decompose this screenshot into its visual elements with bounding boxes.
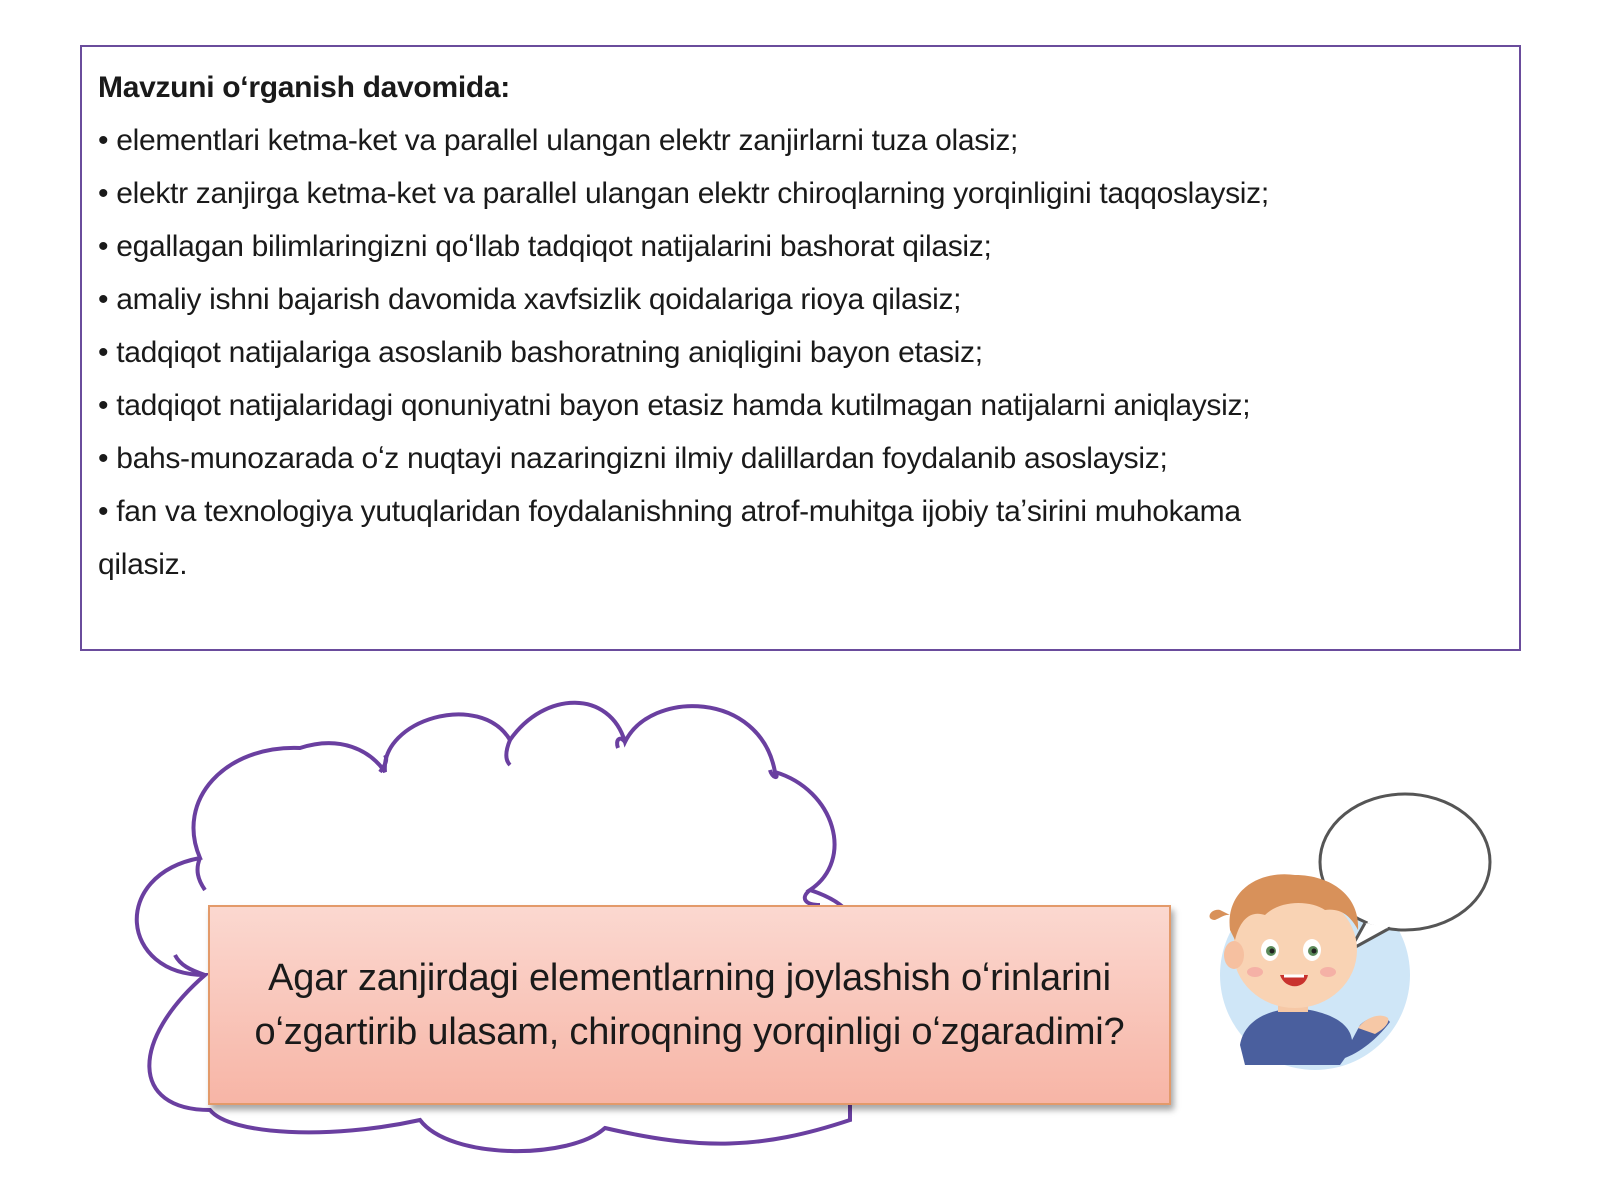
objective-text: bahs-munozarada oʻz nuqtayi nazaringizni ilmiy dalillardan foydalanib asoslaysiz; bbox=[116, 442, 1168, 475]
bullet-icon: • bbox=[98, 124, 109, 157]
question-text: Agar zanjirdagi elementlarning joylashish oʻrinlarini oʻzgartirib ulasam, chiroqning yorqinligi oʻzgaradimi? bbox=[254, 957, 1125, 1053]
bullet-icon: • bbox=[98, 336, 109, 369]
bullet-icon: • bbox=[98, 389, 109, 422]
objective-text: tadqiqot natijalaridagi qonuniyatni bayon etasiz hamda kutilmagan natijalarni aniqlaysiz; bbox=[116, 389, 1251, 422]
bullet-icon: • bbox=[98, 495, 109, 528]
bullet-icon: • bbox=[98, 442, 109, 475]
bullet-icon: • bbox=[98, 283, 109, 316]
objectives-heading: Mavzuni oʻrganish davomida: bbox=[98, 71, 510, 104]
objective-text: elementlari ketma-ket va parallel ulangan elektr zanjirlarni tuza olasiz; bbox=[116, 124, 1019, 157]
objective-text: fan va texnologiya yutuqlaridan foydalanishning atrof-muhitga ijobiy taʼsirini muhokama qilasiz. bbox=[98, 495, 1241, 581]
objective-text: elektr zanjirga ketma-ket va parallel ulangan elektr chiroqlarning yorqinligini taqqoslaysiz; bbox=[116, 177, 1269, 210]
question-box bbox=[208, 905, 1171, 1105]
objective-text: tadqiqot natijalariga asoslanib bashoratning aniqligini bayon etasiz; bbox=[116, 336, 983, 369]
bullet-icon: • bbox=[98, 177, 109, 210]
child-avatar-icon bbox=[1200, 790, 1500, 1100]
objective-text: amaliy ishni bajarish davomida xavfsizlik qoidalariga rioya qilasiz; bbox=[116, 283, 962, 316]
objective-text: egallagan bilimlaringizni qoʻllab tadqiqot natijalarini bashorat qilasiz; bbox=[116, 230, 992, 263]
bullet-icon: • bbox=[98, 230, 109, 263]
